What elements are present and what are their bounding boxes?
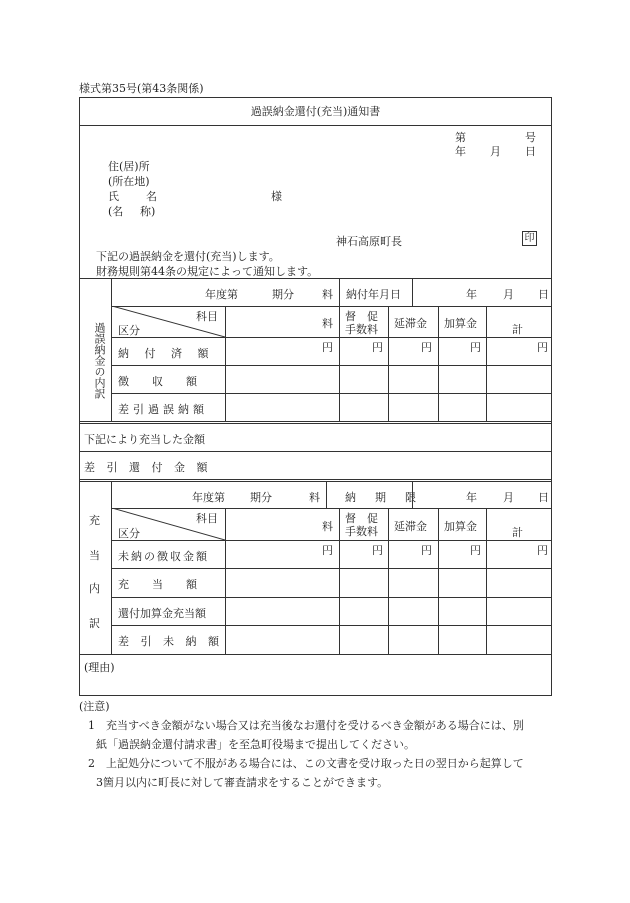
col-late-fee: 延滞金 <box>394 317 427 330</box>
col-fee: 料 <box>322 317 333 330</box>
reason-label: (理由) <box>84 661 115 674</box>
yen-unit: 円 <box>322 544 333 557</box>
row-net-overpayment: 差引過誤納額 <box>118 403 208 416</box>
divider <box>79 278 552 279</box>
col-total: 計 <box>512 323 523 336</box>
fiscal-year-term: 年度第 <box>205 288 238 301</box>
side-char: 訳 <box>89 617 100 630</box>
due-month: 月 <box>503 491 514 504</box>
divider <box>225 508 226 654</box>
divider <box>79 451 552 452</box>
col-late-fee: 延滞金 <box>394 520 427 533</box>
body-text-1: 下記の過誤納金を還付(充当)します。 <box>96 250 280 263</box>
row-unpaid-amount: 未納の徴収金額 <box>118 550 209 563</box>
yen-unit: 円 <box>537 341 548 354</box>
pay-day: 日 <box>538 288 549 301</box>
col-reminder-1: 督 促 <box>345 512 378 525</box>
yen-unit: 円 <box>421 341 432 354</box>
yen-unit: 円 <box>470 341 481 354</box>
divider <box>79 423 552 424</box>
name-label-2: 名 <box>146 190 157 203</box>
divider <box>111 278 112 421</box>
divider <box>79 479 552 480</box>
divider <box>486 306 487 421</box>
divider <box>79 654 552 655</box>
due-date-label: 納 期 限 <box>345 491 420 504</box>
divider <box>486 508 487 654</box>
yen-unit: 円 <box>372 544 383 557</box>
yen-unit: 円 <box>322 341 333 354</box>
divider <box>111 597 552 598</box>
fiscal-year-term: 年度第 <box>192 491 225 504</box>
col-reminder-2: 手数料 <box>345 525 378 538</box>
divider <box>438 306 439 421</box>
divider <box>388 508 389 654</box>
pay-year: 年 <box>466 288 477 301</box>
address-label: 住(居)所 <box>108 160 150 173</box>
notes-heading: (注意) <box>79 700 110 713</box>
col-fee: 料 <box>322 520 333 533</box>
row-collected-amount: 徴 収 額 <box>118 375 203 388</box>
yen-unit: 円 <box>537 544 548 557</box>
divider <box>111 365 552 366</box>
form-title: 過誤納金還付(充当)通知書 <box>250 105 381 118</box>
subject-header: 科目 <box>196 310 218 323</box>
date-year: 年 <box>455 145 466 158</box>
note-1-line-1: 1 充当すべき金額がない場合又は充当後なお還付を受けるべき金額がある場合には、別 <box>88 719 524 732</box>
divider <box>438 508 439 654</box>
mayor-title: 神石高原町長 <box>336 235 402 248</box>
divider <box>326 481 327 508</box>
divider <box>111 393 552 394</box>
divider <box>79 125 552 126</box>
name-label-1: 氏 <box>108 190 119 203</box>
col-total: 計 <box>512 526 523 539</box>
overpayment-side-label: 過誤納金の内訳 <box>93 321 106 399</box>
fee-label: 料 <box>309 491 320 504</box>
form-number: 様式第35号(第43条関係) <box>79 82 204 95</box>
period-label: 期分 <box>272 288 294 301</box>
col-reminder-2: 手数料 <box>345 323 378 336</box>
divider <box>111 337 552 338</box>
date-day: 日 <box>525 145 536 158</box>
name-sublabel-2: 称) <box>140 205 156 218</box>
category-header: 区分 <box>118 527 140 540</box>
divider <box>339 278 340 306</box>
divider <box>412 481 413 508</box>
period-label: 期分 <box>250 491 272 504</box>
divider <box>388 306 389 421</box>
due-day: 日 <box>538 491 549 504</box>
side-char: 充 <box>89 514 100 527</box>
note-2-line-2: 3箇月以内に町長に対して審査請求をすることができます。 <box>96 776 389 789</box>
doc-number-prefix: 第 <box>455 131 466 144</box>
note-1-line-2: 紙「過誤納金還付請求書」を至急町役場まで提出してください。 <box>96 738 415 751</box>
pay-month: 月 <box>503 288 514 301</box>
divider <box>412 278 413 306</box>
row-refund-additional: 還付加算金充当額 <box>118 607 206 620</box>
address-sublabel: (所在地) <box>108 175 150 188</box>
divider <box>339 306 340 421</box>
divider <box>339 508 340 654</box>
divider <box>111 568 552 569</box>
divider <box>225 306 226 421</box>
row-net-unpaid: 差 引 未 納 額 <box>118 635 223 648</box>
date-month: 月 <box>490 145 501 158</box>
yen-unit: 円 <box>421 544 432 557</box>
side-char: 当 <box>89 549 100 562</box>
net-refund-label: 差 引 還 付 金 額 <box>84 461 212 474</box>
payment-date-label: 納付年月日 <box>346 288 401 301</box>
applied-amount-label: 下記により充当した金額 <box>84 433 205 446</box>
honorific: 様 <box>271 190 282 203</box>
divider <box>111 625 552 626</box>
divider <box>79 421 552 422</box>
due-year: 年 <box>466 491 477 504</box>
col-additional: 加算金 <box>444 317 477 330</box>
col-reminder-1: 督 促 <box>345 310 378 323</box>
fee-label: 料 <box>322 288 333 301</box>
yen-unit: 円 <box>372 341 383 354</box>
doc-number-suffix: 号 <box>525 131 536 144</box>
row-applied-amount: 充 当 額 <box>118 578 203 591</box>
name-sublabel-1: (名 <box>108 205 124 218</box>
divider <box>79 481 552 482</box>
divider <box>111 540 552 541</box>
body-text-2: 財務規則第44条の規定によって通知します。 <box>96 265 319 278</box>
col-additional: 加算金 <box>444 520 477 533</box>
subject-header: 科目 <box>196 512 218 525</box>
yen-unit: 円 <box>470 544 481 557</box>
row-paid-amount: 納 付 済 額 <box>118 347 215 360</box>
note-2-line-1: 2 上記処分について不服がある場合には、この文書を受け取った日の翌日から起算して <box>88 757 524 770</box>
seal-box: 印 <box>522 231 537 246</box>
side-char: 内 <box>89 582 100 595</box>
category-header: 区分 <box>118 324 140 337</box>
